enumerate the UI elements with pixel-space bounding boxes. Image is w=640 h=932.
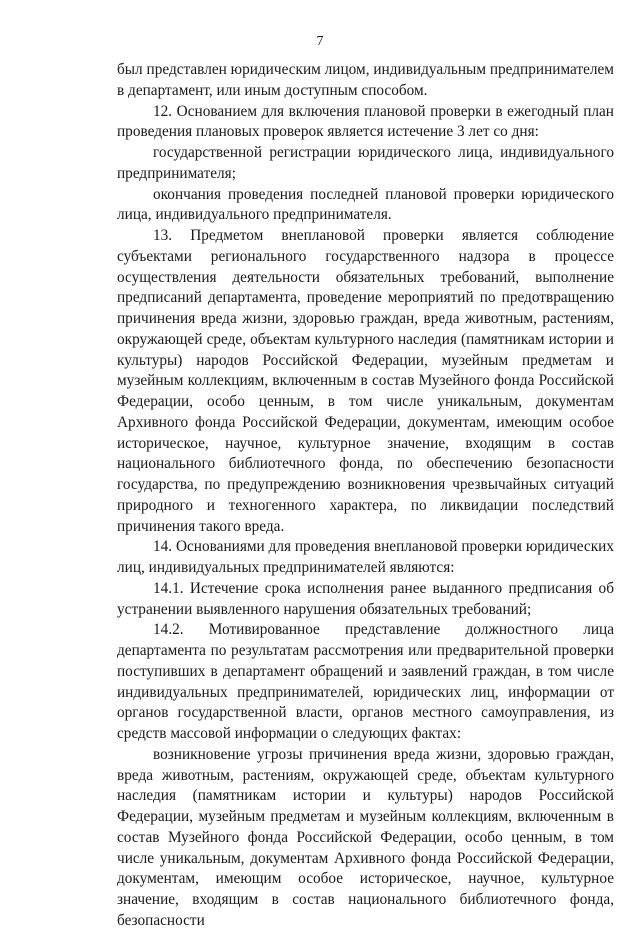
- paragraph-continuation: был представлен юридическим лицом, индивидуальным предпринимателем в департамент, или иным доступным способом.: [117, 61, 614, 99]
- paragraph-12: 12. Основанием для включения плановой проверки в ежегодный план проведения плановых проверок является истечение 3 лет со дня:: [117, 102, 614, 141]
- paragraph-12-item-2: окончания проведения последней плановой проверки юридического лица, индивидуального предпринимателя.: [117, 185, 614, 224]
- paragraph-14-2: 14.2. Мотивированное представление должностного лица департамента по результатам рассмотрения или предварительной проверки поступивших в департамент обращений и заявлений граждан, в том числе индивидуальных предпринимателей, юридических лиц, информации от органов государственной власти, органов местного самоуправления, из средств массовой информации о следующих фактах:: [117, 621, 614, 742]
- paragraph-12-item-1: государственной регистрации юридического лица, индивидуального предпринимателя;: [117, 144, 614, 182]
- paragraph-14-2-item: возникновение угрозы причинения вреда жизни, здоровью граждан, вреда животным, растениям, окружающей среде, объектам культурного наследия (памятникам истории и культуры) народов Российской Федерации, музейным предметам и музейным коллекциям, включенным в состав Музейного фонда Российской Федерации, особо ценным, в том числе уникальным, документам Архивного фонда Российской Федерации, документам, имеющим особое историческое, научное, культурное значение, входящим в состав национального библиотечного фонда, безопасности: [117, 745, 614, 929]
- paragraph-14: 14. Основаниями для проведения внеплановой проверки юридических лиц, индивидуальных предпринимателей являются:: [117, 538, 614, 576]
- page-number: 7: [316, 34, 324, 49]
- document-body: [117, 60, 614, 932]
- paragraph-13: 13. Предметом внеплановой проверки является соблюдение субъектами регионального государственного надзора в процессе осуществления деятельности обязательных требований, выполнение предписаний департамента, проведение мероприятий по предотвращению причинения вреда жизни, здоровью граждан, вреда животным, растениям, окружающей среде, объектам культурного наследия (памятникам истории и культуры) народов Российской Федерации, музейным предметам и музейным коллекциям, включенным в состав Музейного фонда Российской Федерации, особо ценным, в том числе уникальным, документам Архивного фонда Российской Федерации, документам, имеющим особое историческое, научное, культурное значение, входящим в состав национального библиотечного фонда, по обеспечению безопасности государства, по предупреждению возникновения чрезвычайных ситуаций природного и техногенного характера, по ликвидации последствий причинения такого вреда.: [117, 227, 614, 535]
- paragraph-14-1: 14.1. Истечение срока исполнения ранее выданного предписания об устранении выявленного нарушения обязательных требований;: [117, 579, 614, 618]
